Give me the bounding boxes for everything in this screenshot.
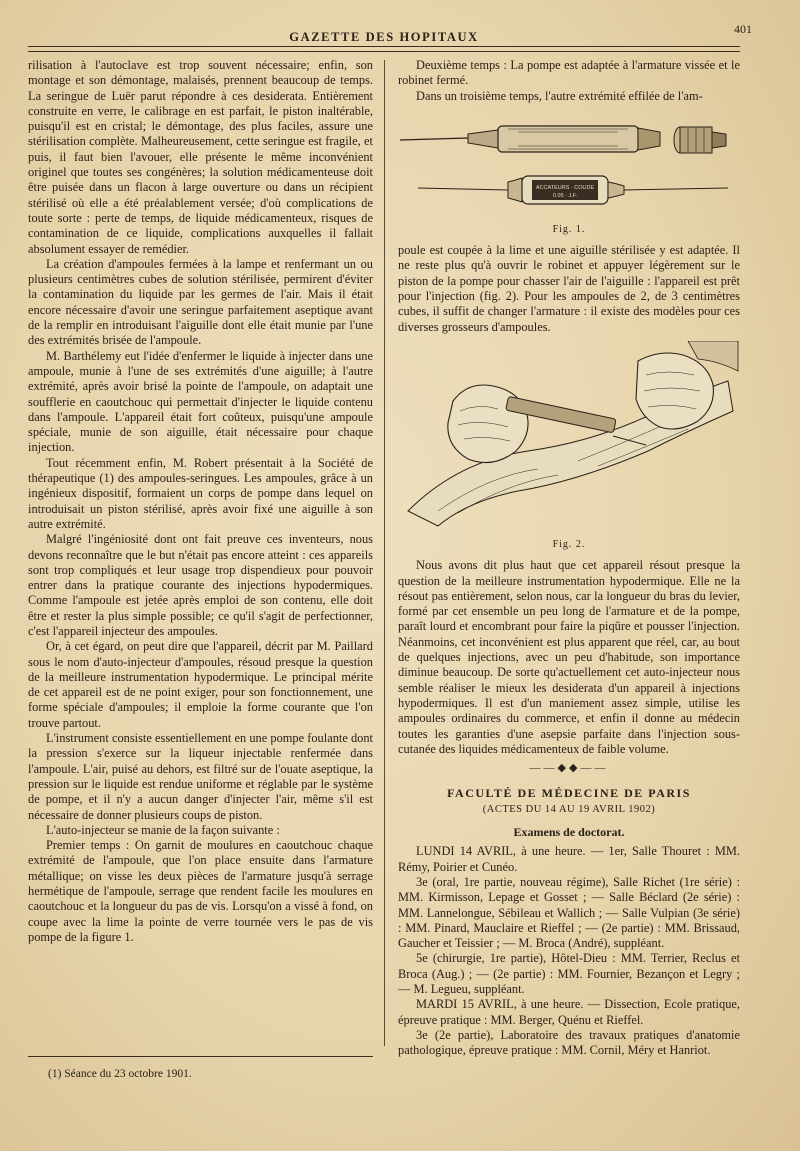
journal-title: GAZETTE DES HOPITAUX xyxy=(289,30,479,44)
left-column xyxy=(28,58,373,945)
paragraph: Deuxième temps : La pompe est adaptée à l'armature vissée et le robinet fermé. xyxy=(398,58,740,88)
svg-text:0.05 · J.F.: 0.05 · J.F. xyxy=(552,192,578,199)
faculty-title: FACULTÉ DE MÉDECINE DE PARIS xyxy=(447,786,691,801)
figure-2-injection-illustration xyxy=(398,341,740,533)
exam-paragraph: 3e (oral, 1re partie, nouveau régime), Salle Richet (1re série) : MM. Kirmisson, Lepage et Gosset ; — Salle Béclard (2e série) : MM. Lannelongue, Sébileau et Wallich ; — Salle Vulpian (3e série) : MM. Pinard, Mauclaire et Rieffel ; — (2e partie) : MM. Brissaud, Gaucher et Teissier ; — M. Broca (André), suppléant. xyxy=(398,874,740,951)
exam-paragraph: LUNDI 14 AVRIL, à une heure. — 1er, Salle Thouret : MM. Rémy, Poirier et Cunéo. xyxy=(398,844,740,874)
exam-paragraph: MARDI 15 AVRIL, à une heure. — Dissection, Ecole pratique, épreuve pratique : MM. Berger, Quénu et Rieffel. xyxy=(398,997,740,1027)
svg-text:ACCATEURS · COUDE: ACCATEURS · COUDE xyxy=(535,184,595,191)
section-separator: ——◆◆—— xyxy=(529,762,609,775)
paragraph: Nous avons dit plus haut que cet appareil résout presque la question de la meilleure instrumentation hypodermique. Elle ne la résout pas entièrement, selon nous, car la longueur du bras du levier, formé par cet ensemble un peu long de l'armature et de la pompe, paraît lourd et encombrant pour faire la piqûre et pousser l'injection. Néanmoins, cet inconvénient est plus apparent que réel, car, au bout de quelques injections, avec un peu d'habitude, son importance diminue beaucoup. De sorte qu'actuellement cet auto-injecteur nous semble réaliser le mieux les desiderata d'un appareil à injections hypodermiques. Il est d'un maniement assez simple, utilise les ampoules ordinaires du commerce, et enfin il donne au médecin toutes les garanties d'une asepsie parfaite dans l'injection sous-cutanée des liquides médicamenteux de faible volume. xyxy=(398,558,740,756)
column-divider xyxy=(384,60,385,1046)
footnote-rule xyxy=(28,1056,373,1057)
figure-1-syringe-illustration xyxy=(398,110,740,218)
exam-title: Examens de doctorat. xyxy=(513,825,625,840)
exam-paragraph: 5e (chirurgie, 1re partie), Hôtel-Dieu : MM. Terrier, Reclus et Broca (Aug.) ; — (2e partie) : MM. Fournier, Bezançon et Legry ; — M. Legueu, suppléant. xyxy=(398,951,740,996)
header-rule xyxy=(28,46,740,52)
paragraph: La création d'ampoules fermées à la lampe et renfermant un ou plusieurs centimètres cubes de solution stérilisée, permirent d'éviter la contamination du liquide par les germes de l'air. Mais il était encore nécessaire d'avoir une seringue parfaitement aseptique avant de la remplir en introduisant l'aiguille dont elle était munie par l'une des extrémités brisée de l'ampoule. xyxy=(28,256,373,348)
page-number: 401 xyxy=(734,22,752,36)
paragraph: poule est coupée à la lime et une aiguille stérilisée y est adaptée. Il ne reste plus qu'à ouvrir le robinet et appuyer légèrement sur le piston de la pompe pour chasser l'air de l'aiguille : l'appareil est prêt pour l'injection (fig. 2). Pour les ampoules de 2, de 3 centimètres cubes, il suffit de changer l'armature : il existe des modèles pour ces diverses grosseurs d'ampoules. xyxy=(398,243,740,334)
paragraph: Dans un troisième temps, l'autre extrémité effilée de l'am- xyxy=(416,88,703,103)
footnote: (1) Séance du 23 octobre 1901. xyxy=(48,1068,192,1080)
paragraph: Tout récemment enfin, M. Robert présentait à la Société de thérapeutique (1) des ampoules-seringues. Les ampoules, grâce à un ingénieux dispositif, formaient un corps de pompe dans lequel on introduisait un piston stérilisé, après avoir fixé une aiguille à son autre extrémité. xyxy=(28,455,373,531)
paragraph: Or, à cet égard, on peut dire que l'appareil, décrit par M. Paillard sous le nom d'auto-injecteur d'ampoules, résoud presque la question de la meilleure instrumentation hypodermique. Le principal mérite de cet appareil est de ne point exiger, pour son fonctionnement, une forme spéciale d'ampoules; il emploie la forme courante que l'on trouve partout. xyxy=(28,639,373,730)
right-column xyxy=(398,58,740,1058)
paragraph: M. Barthélemy eut l'idée d'enfermer le liquide à injecter dans une ampoule, munie à l'une de ses extrémités d'une aiguille; à l'autre extrémité, après avoir brisé la pointe de l'ampoule, on adaptait une soufflerie en caoutchouc qui permettait d'injecter le liquide contenu dans l'ampoule. L'appareil était fort coûteux, puisqu'une ampoule spéciale, munie de son aiguille, était nécessaire pour chaque injection. xyxy=(28,348,373,455)
exam-paragraph: 3e (2e partie), Laboratoire des travaux pratiques d'anatomie pathologique, épreuve pratique : MM. Cornil, Méry et Hanriot. xyxy=(398,1027,740,1058)
figure-2-caption: Fig. 2. xyxy=(552,538,586,550)
paragraph: Malgré l'ingéniosité dont ont fait preuve ces inventeurs, nous devons reconnaître que le but n'était pas encore atteint : ces appareils sont trop compliqués et leur usage trop dispendieux pour pouvoir entrer dans la pratique courante des injections hypodermiques. Comme l'ampoule est jetée après emploi de son contenu, elle doit être et rester la plus simple possible; ce qu'il s'agit de perfectionner, c'est l'appareil injecteur des ampoules. xyxy=(28,532,373,638)
paragraph: L'auto-injecteur se manie de la façon suivante : xyxy=(46,822,280,837)
paragraph: L'instrument consiste essentiellement en une pompe foulante dont la pression s'exerce sur la liqueur injectable renfermée dans l'ampoule. L'air, puisé au dehors, est filtré sur de l'ouate aseptique, la pression sur le liquide est rendue uniforme et réglable par le système de pompe, et il n'y a aucun danger d'injecter l'air, même s'il est nécessaire de donner plusieurs coups de piston. xyxy=(28,731,373,822)
paragraph: rilisation à l'autoclave est trop souvent nécessaire; enfin, son montage et son démontage, malaisés, prennent beaucoup de temps. La seringue de Luër parut répondre à ces desiderata. Entièrement construite en verre, le calibrage en est parfait, le piston inaltérable, puisqu'il est en cristal; le démontage, des plus faciles, assure une stérilisation complète. Malheureusement, cette seringue est fragile, et puis, il faut bien l'avouer, elle présente le même inconvénient originel que toutes ses congénères; la solution médicamenteuse doit être puisée dans un flacon à large ouverture ou dans un récipient stérilisé où elle a été préalablement versée; d'où complications de toute sorte : perte de temps, de liquide médicamenteux, risques de contamination de ce liquide, complications auxquelles il fallait absolument essayer de remédier. xyxy=(28,58,373,256)
paragraph: Premier temps : On garnit de moulures en caoutchouc chaque extrémité de l'ampoule, que l'on place ensuite dans l'armature métallique; on visse les deux pièces de l'armature jusqu'à serrage hermétique de l'ampoule, serrage que rendent facile les moulures en caoutchouc et la longueur du pas de vis. Lorsqu'on a vissé à fond, on coupe avec la lime la pointe de verre tournée vers le pas de vis pompe de la figure 1. xyxy=(28,838,373,944)
faculty-subtitle: (ACTES DU 14 AU 19 AVRIL 1902) xyxy=(482,803,656,815)
figure-1-caption: Fig. 1. xyxy=(552,223,586,235)
